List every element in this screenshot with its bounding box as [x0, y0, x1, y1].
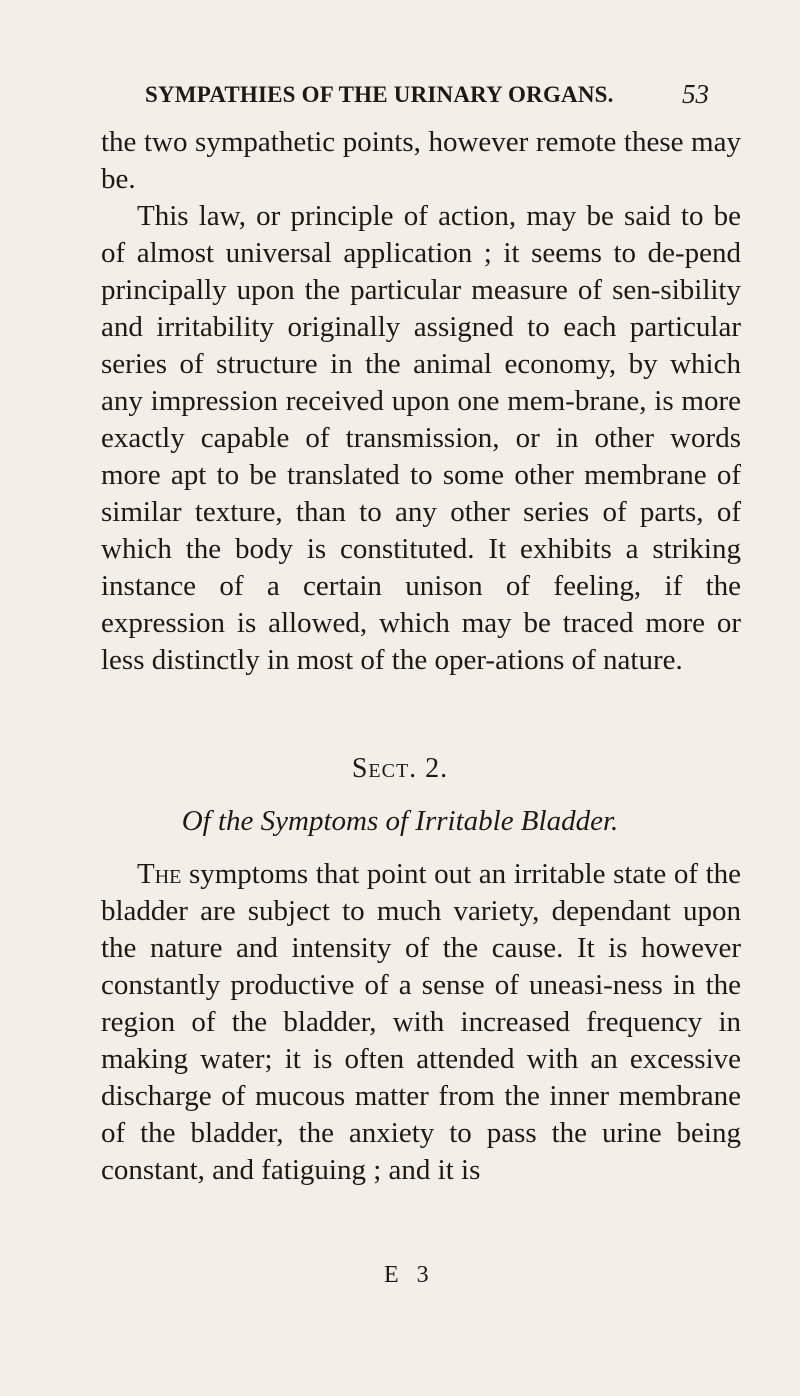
symptoms-text: symptoms that point out an irritable state of the bladder are subject to much variety, dependant upon the nature and intensity of the cause. It is however constantly productive of a sense of uneasi-ness in the region of the bladder, with increased frequency in making water; it is often attended with an excessive discharge of mucous matter from the inner membrane of the bladder, the anxiety to pass the urine being constant, and fatiguing ; and it is: [101, 858, 741, 1186]
continuation-paragraph: the two sympathetic points, however remote these may be.: [101, 126, 741, 195]
section-lead-word: The: [137, 858, 182, 890]
running-head: SYMPATHIES OF THE URINARY ORGANS.: [145, 82, 614, 107]
section-title: Of the Symptoms of Irritable Bladder.: [181, 805, 619, 837]
principle-paragraph: This law, or principle of action, may be said to be of almost universal application ; it seems to de-pend principally upon the particular measure of sen-sibility and irritability originally assigned to each particular series of structure in the animal economy, by which any impression received upon one mem-brane, is more exactly capable of transmission, or in other words more apt to be translated to some other membrane of similar texture, than to any other series of parts, of which the body is constituted. It exhibits a striking instance of a certain unison of feeling, if the expression is allowed, which may be traced more or less distinctly in most of the oper-ations of nature.: [101, 200, 741, 676]
section-body: [101, 856, 741, 1189]
section-number: 2.: [425, 753, 449, 784]
section-heading: [0, 753, 800, 785]
printer-signature: E 3: [384, 1262, 435, 1288]
section-label: Sect.: [351, 753, 418, 784]
page-number: 53: [682, 79, 709, 109]
opening-text: [101, 124, 741, 679]
symptoms-paragraph: [101, 856, 741, 1189]
page-header: [145, 79, 709, 116]
